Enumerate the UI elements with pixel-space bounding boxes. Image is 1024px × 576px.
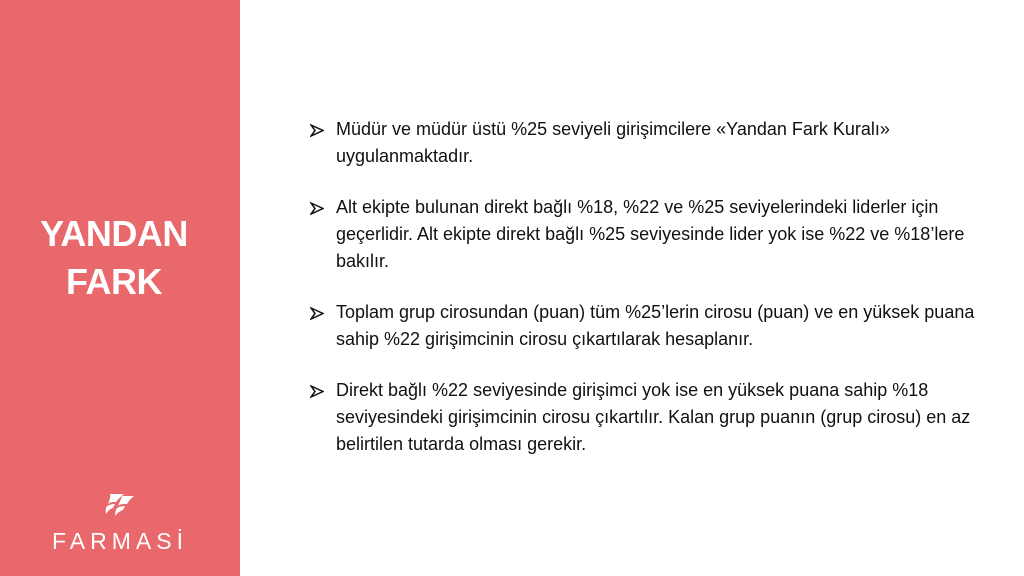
brand-logo-text: FARMASİ <box>52 528 188 554</box>
arrow-bullet-icon <box>310 202 324 215</box>
arrow-bullet-icon <box>310 124 324 137</box>
slide-title-line-2: FARK <box>66 261 162 302</box>
bullet-text: Direkt bağlı %22 seviyesinde girişimci yok ise en yüksek puana sahip %18 seviyesindeki girişimcinin cirosu çıkartılır. Kalan grup puanın (grup cirosu) en az belirtilen tutarda olması gerekir. <box>336 380 971 454</box>
arrow-bullet-icon <box>310 307 324 320</box>
bullet-item <box>310 194 990 275</box>
slide-title <box>0 210 228 306</box>
farmasi-logo-icon <box>102 492 136 518</box>
arrow-bullet-icon <box>310 385 324 398</box>
bullet-text: Alt ekipte bulunan direkt bağlı %18, %22 ve %25 seviyelerindeki liderler için geçerlidir. Alt ekipte direkt bağlı %25 seviyesinde lider yok ise %22 ve %18’lere bakılır. <box>336 197 965 271</box>
bullet-item <box>310 377 990 458</box>
bullet-text: Toplam grup cirosundan (puan) tüm %25’lerin cirosu (puan) ve en yüksek puana sahip %22 girişimcinin cirosu çıkartılarak hesaplanır. <box>336 302 975 349</box>
bullet-item <box>310 116 990 170</box>
slide-title-line-1: YANDAN <box>40 213 188 254</box>
bullet-list <box>310 116 990 482</box>
bullet-text: Müdür ve müdür üstü %25 seviyeli girişimcilere «Yandan Fark Kuralı» uygulanmaktadır. <box>336 119 890 166</box>
bullet-item <box>310 299 990 353</box>
sidebar-panel <box>0 0 240 576</box>
